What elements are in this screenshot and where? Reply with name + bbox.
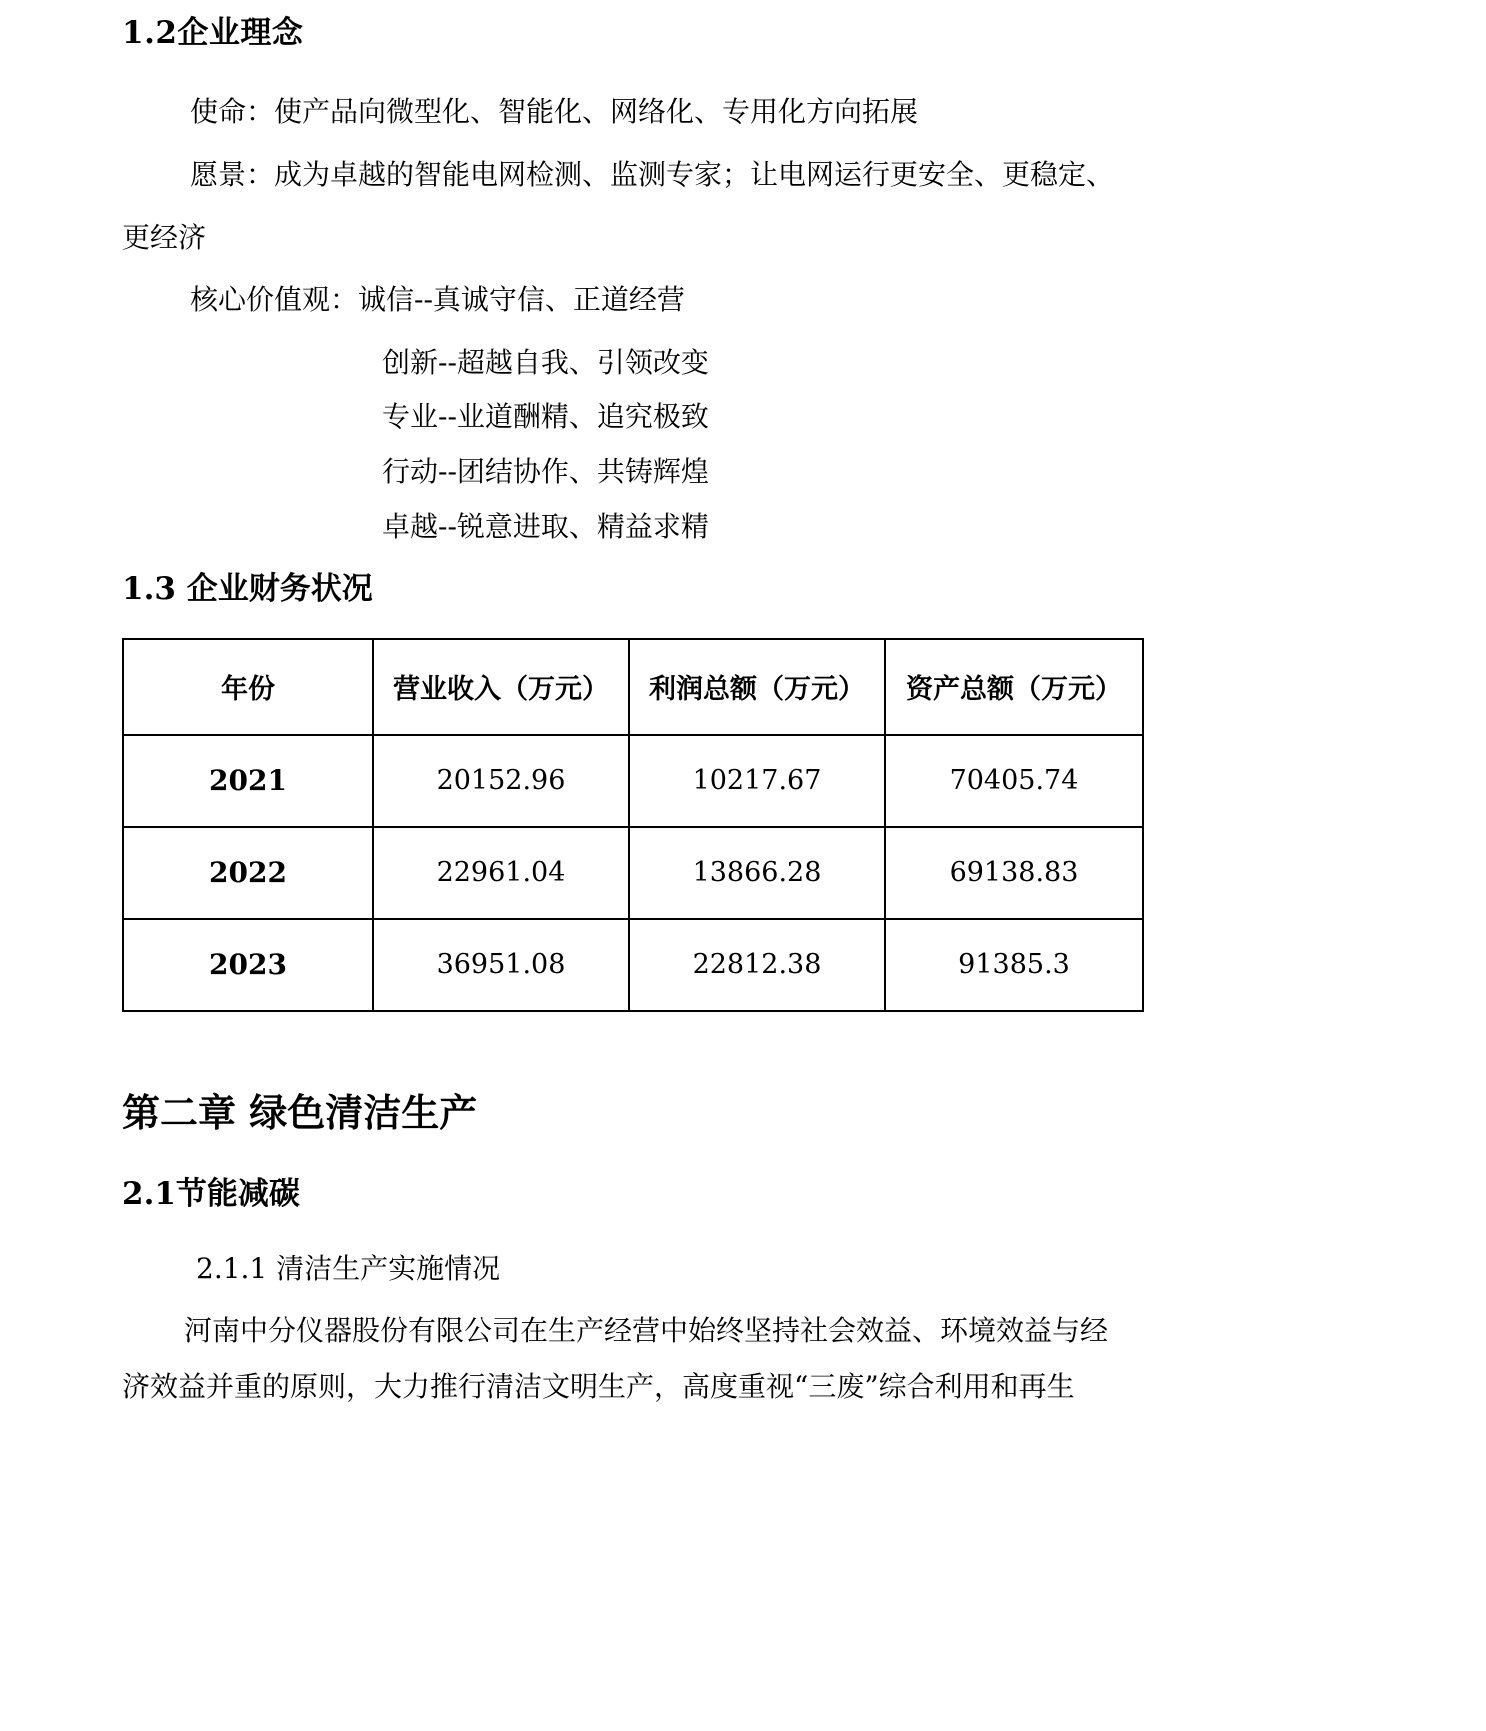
section-heading-2-1-1: 2.1.1 清洁生产实施情况 xyxy=(196,1252,501,1286)
vision-paragraph-line2: 更经济 xyxy=(122,220,207,254)
table-cell-year: 2023 xyxy=(123,919,373,1011)
table-row xyxy=(123,919,1143,1011)
table-cell-revenue: 22961.04 xyxy=(373,827,629,919)
table-cell-profit: 22812.38 xyxy=(629,919,885,1011)
table-cell-revenue: 36951.08 xyxy=(373,919,629,1011)
body-paragraph-line1: 河南中分仪器股份有限公司在生产经营中始终坚持社会效益、环境效益与经 xyxy=(184,1313,1109,1347)
core-value-item: 专业--业道酬精、追究极致 xyxy=(382,400,709,434)
vision-paragraph-line1: 愿景：成为卓越的智能电网检测、监测专家；让电网运行更安全、更稳定、 xyxy=(190,157,1115,191)
table-cell-profit: 13866.28 xyxy=(629,827,885,919)
spacer xyxy=(122,1012,1366,1086)
table-row xyxy=(123,827,1143,919)
table-cell-assets: 91385.3 xyxy=(885,919,1143,1011)
table-cell-profit: 10217.67 xyxy=(629,735,885,827)
core-value-item: 行动--团结协作、共铸辉煌 xyxy=(382,454,709,488)
core-value-item: 卓越--锐意进取、精益求精 xyxy=(382,509,709,543)
table-row xyxy=(123,735,1143,827)
table-header-cell: 利润总额（万元） xyxy=(629,639,885,735)
table-header-row xyxy=(123,639,1143,735)
core-values-list xyxy=(122,336,1366,554)
section-heading-1-2: 1.2企业理念 xyxy=(122,15,304,51)
table-cell-assets: 70405.74 xyxy=(885,735,1143,827)
body-paragraph-line2: 济效益并重的原则，大力推行清洁文明生产，高度重视“三废”综合利用和再生 xyxy=(122,1369,1075,1403)
table-cell-assets: 69138.83 xyxy=(885,827,1143,919)
section-heading-1-3: 1.3 企业财务状况 xyxy=(122,571,373,608)
core-values-intro: 核心价值观：诚信--真诚守信、正道经营 xyxy=(190,283,685,317)
table-header-cell: 营业收入（万元） xyxy=(373,639,629,735)
table-header-cell: 资产总额（万元） xyxy=(885,639,1143,735)
table-cell-year: 2022 xyxy=(123,827,373,919)
financial-table xyxy=(122,638,1144,1012)
chapter-heading-2: 第二章 绿色清洁生产 xyxy=(122,1089,478,1135)
table-cell-revenue: 20152.96 xyxy=(373,735,629,827)
mission-paragraph: 使命：使产品向微型化、智能化、网络化、专用化方向拓展 xyxy=(190,95,919,129)
section-heading-2-1: 2.1节能减碳 xyxy=(122,1175,300,1212)
table-header-cell: 年份 xyxy=(123,639,373,735)
table-cell-year: 2021 xyxy=(123,735,373,827)
core-value-item: 创新--超越自我、引领改变 xyxy=(382,345,709,379)
